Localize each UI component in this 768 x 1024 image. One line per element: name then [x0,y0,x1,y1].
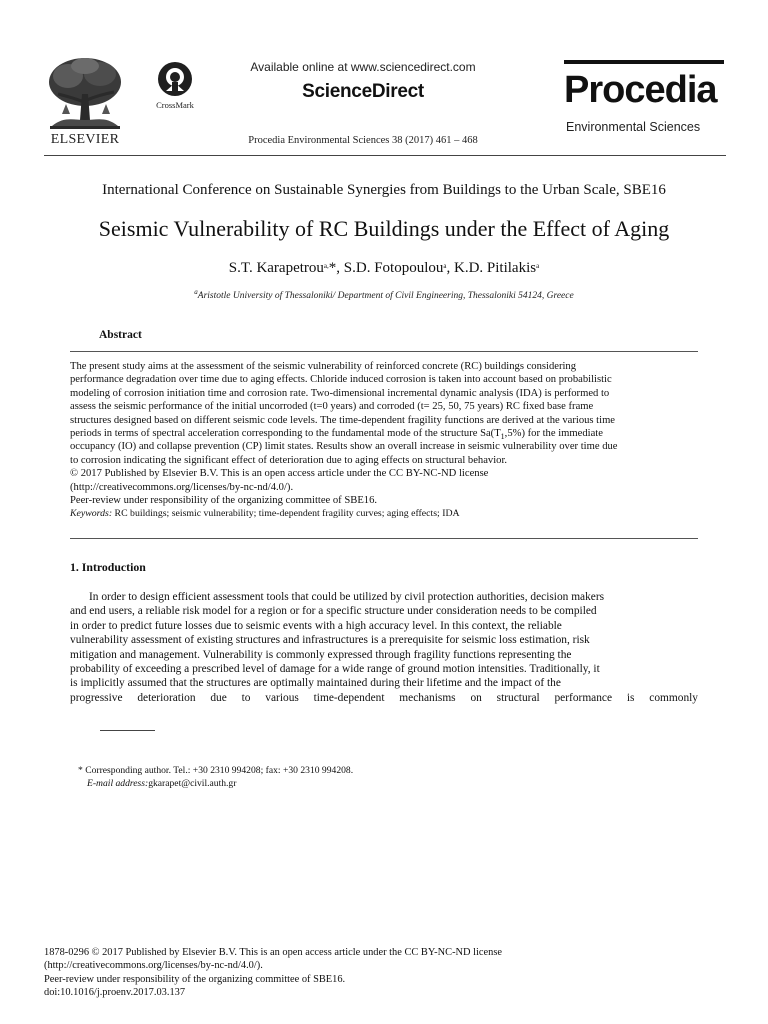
abstract-line: performance degradation over time due to aging effects. Chloride induced corrosion is taken into account based on probabilistic [70,374,612,386]
email-link[interactable]: gkarapet@civil.auth.gr [148,778,237,789]
elsevier-logo [44,54,126,146]
intro-line: is implicitly assumed that the structures are optimally maintained during their lifetime and the impact of the [70,677,561,690]
intro-line: and end users, a reliable risk model for a region or for a specific structure under consideration needs to be compiled [70,605,597,618]
journal-citation: Procedia Environmental Sciences 38 (2017) 461 – 468 [248,135,478,146]
keywords-line [70,507,698,520]
abstract-line [70,427,698,440]
affiliation [40,288,728,301]
affiliation-text: Aristotle University of Thessaloniki/ Department of Civil Engineering, Thessaloniki 54124, Greece [197,291,574,301]
intro-line: in order to predict future losses due to seismic events with a high accuracy level. In this context, the reliable [70,619,562,632]
intro-line: probability of exceeding a prescribed level of damage for a wide range of ground motion intensities. Traditionally, it [70,663,600,676]
footer-license-link[interactable]: (http://creativecommons.org/licenses/by-nc-nd/4.0/). [44,960,263,972]
introduction-body [70,590,698,705]
abstract-body [70,360,698,521]
header-divider [44,155,726,156]
keywords-label: Keywords: [70,508,113,520]
abstract-line: The present study aims at the assessment of the seismic vulnerability of reinforced concrete (RC) buildings considering [70,361,577,372]
email-label: E-mail address: [87,778,149,789]
procedia-logo [564,60,726,142]
intro-line: mitigation and management. Vulnerability is commonly expressed through fragility functions representing the [70,648,572,661]
sciencedirect-logo[interactable]: ScienceDirect [302,81,424,102]
page-footer [44,946,704,999]
elsevier-wordmark: ELSEVIER [50,132,120,147]
author-affiliation-mark: a [536,262,540,270]
author-affiliation-mark: a, [323,262,329,270]
author-name[interactable]: K.D. Pitilakis [453,260,537,276]
elsevier-tree-icon [44,54,126,132]
keywords-list: RC buildings; seismic vulnerability; time-dependent fragility curves; aging effects; IDA [112,508,460,520]
footnote-corresponding: * Corresponding author. Tel.: +30 2310 994208; fax: +30 2310 994208. [78,765,354,776]
section-heading-introduction: 1. Introduction [70,560,146,574]
author-list [40,260,728,277]
author-affiliation-mark: a [443,262,447,270]
crossmark-icon [155,60,195,98]
abstract-peer-review: Peer-review under responsibility of the organizing committee of SBE16. [70,495,378,507]
abstract-line-text: periods in terms of spectral acceleration corresponding to the fundamental mode of the structure Sa(T [70,428,501,440]
footnote-email [87,778,236,789]
footnote-rule [100,730,155,731]
article-title: Seismic Vulnerability of RC Buildings under the Effect of Aging [98,216,670,241]
abstract-license-link[interactable]: (http://creativecommons.org/licenses/by-nc-nd/4.0/). [70,481,294,493]
abstract-line: modeling of corrosion initiation time and corrosion rate. Two-dimensional incremental dynamic analysis (IDA) is performed to [70,387,610,399]
abstract-copyright: © 2017 Published by Elsevier B.V. This is an open access article under the CC BY-NC-ND license [70,468,489,480]
author-name[interactable]: S.D. Fotopoulou [343,260,444,276]
abstract-heading: Abstract [99,329,142,341]
footer-doi-link[interactable]: doi:10.1016/j.proenv.2017.03.137 [44,986,186,998]
abstract-rule [70,351,698,352]
abstract-line: occupancy (IO) and collapse prevention (CP) limit states. Results show an overall increase in seismic vulnerability over time due [70,441,618,453]
conference-name: International Conference on Sustainable Synergies from Buildings to the Urban Scale, SBE16 [102,182,666,198]
footer-peer-review: Peer-review under responsibility of the organizing committee of SBE16. [44,973,346,985]
procedia-title: Procedia [564,69,717,111]
affiliation-mark: a [194,288,198,296]
available-online-text: Available online at www.sciencedirect.com [250,60,476,74]
intro-line: vulnerability assessment of existing structures and infrastructures is a prerequisite for seismic loss estimation, risk [70,634,590,647]
abstract-line-text: ,5%) for the immediate [504,428,603,440]
procedia-subtitle: Environmental Sciences [566,120,701,134]
abstract-line: to corrosion indicating the significant effect of deterioration due to aging effects on structural behavior. [70,454,508,466]
abstract-line: structures designed based on different seismic code levels. The time-dependent fragility functions are derived at the various time [70,414,616,426]
crossmark-label: CrossMark [156,100,194,110]
author-separator: *, [328,260,344,276]
author-separator: , [446,260,454,276]
footer-issn-line: 1878-0296 © 2017 Published by Elsevier B.V. This is an open access article under the CC BY-NC-ND license [44,947,502,958]
abstract-subscript: 1 [500,432,505,442]
procedia-top-rule [564,60,724,64]
abstract-end-rule [70,538,698,539]
intro-line: In order to design efficient assessment tools that could be utilized by civil protection authorities, decision makers [89,591,605,603]
abstract-line: assess the seismic performance of the initial uncorroded (t=0 years) and corroded (t= 25, 50, 75 years) RC fixed base frame [70,401,594,413]
author-name[interactable]: S.T. Karapetrou [228,260,324,276]
intro-line: progressive deterioration due to various time-dependent mechanisms on structural performance is commonly [70,691,698,704]
